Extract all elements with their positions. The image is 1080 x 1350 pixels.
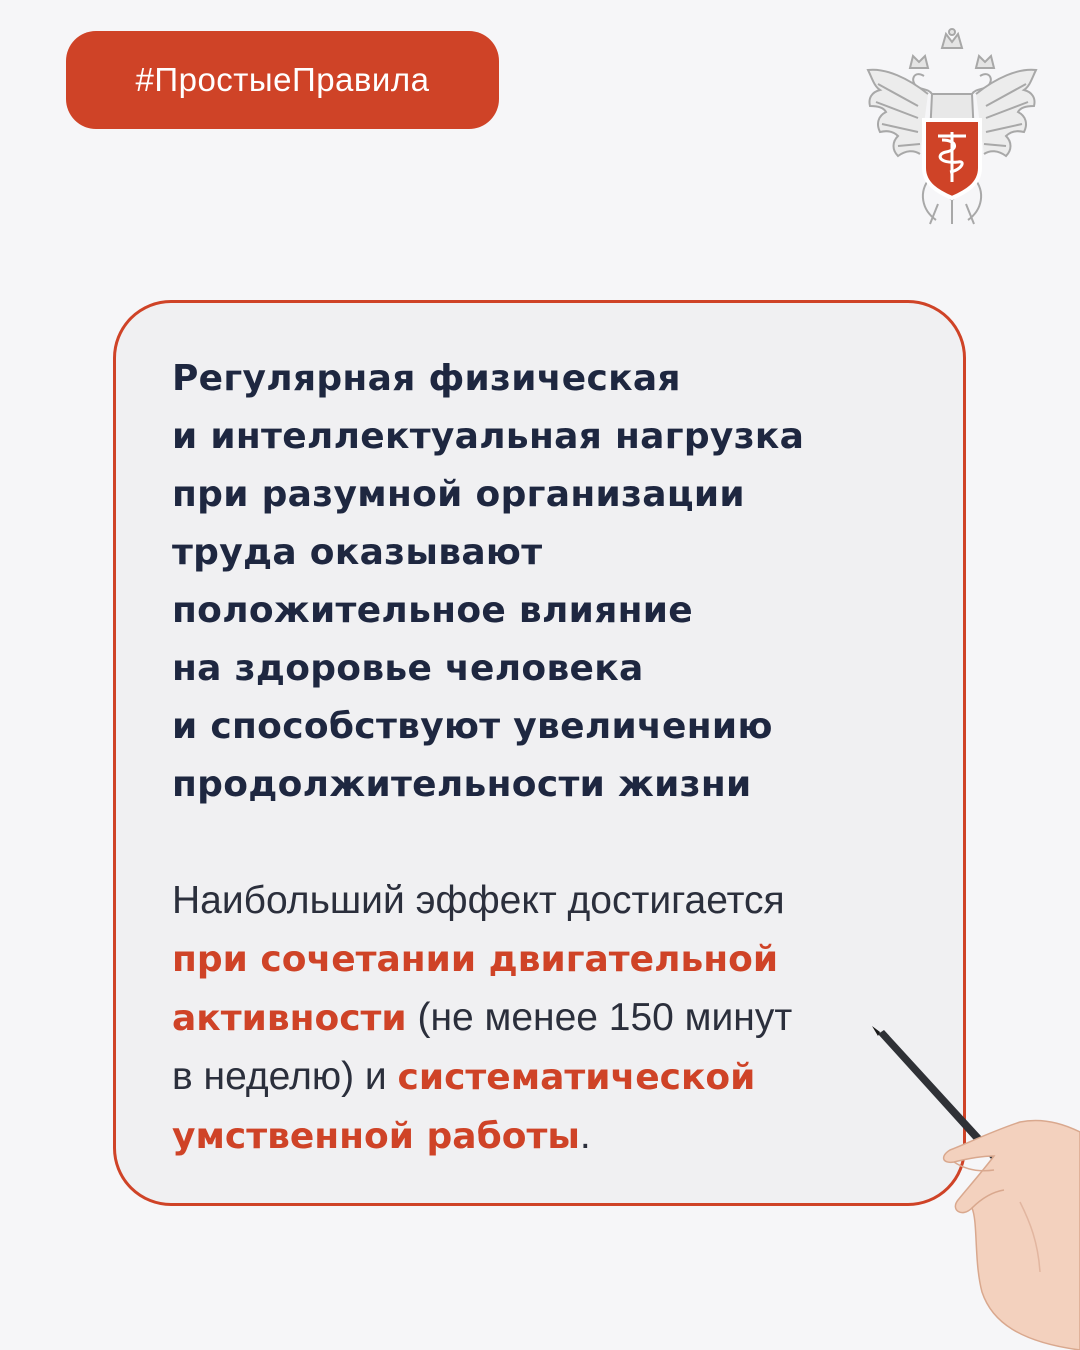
main-line: труда оказывают	[172, 532, 543, 573]
main-line: продолжительности жизни	[172, 764, 752, 805]
main-line: положительное влияние	[172, 590, 694, 631]
effect-line-2	[172, 930, 792, 989]
effect-line-3	[172, 989, 792, 1048]
highlight-mental-work: умственной работы	[172, 1116, 580, 1157]
effect-line-5	[172, 1107, 792, 1166]
effect-paragraph	[172, 872, 792, 1166]
duration-note: (не менее 150 минут	[406, 996, 793, 1039]
main-line: и интеллектуальная нагрузка	[172, 416, 805, 457]
main-line: и способствуют увеличению	[172, 706, 773, 747]
main-line: Регулярная физическая	[172, 358, 681, 399]
per-week-text: в неделю) и	[172, 1055, 398, 1098]
main-line: при разумной организации	[172, 474, 745, 515]
highlight-motor-activity: при сочетании двигательной	[172, 939, 779, 980]
hashtag-badge: #ПростыеПравила	[66, 31, 499, 129]
ministry-emblem-eagle-icon	[858, 28, 1046, 228]
highlight-systematic: систематической	[397, 1057, 756, 1098]
highlight-activity: активности	[172, 998, 407, 1039]
effect-line-4	[172, 1048, 792, 1107]
main-line: на здоровье человека	[172, 648, 644, 689]
effect-line-1: Наибольший эффект достигается	[172, 879, 785, 922]
hand-with-pen-illustration	[870, 1022, 1080, 1350]
period: .	[579, 1114, 591, 1157]
main-statement	[172, 350, 804, 814]
